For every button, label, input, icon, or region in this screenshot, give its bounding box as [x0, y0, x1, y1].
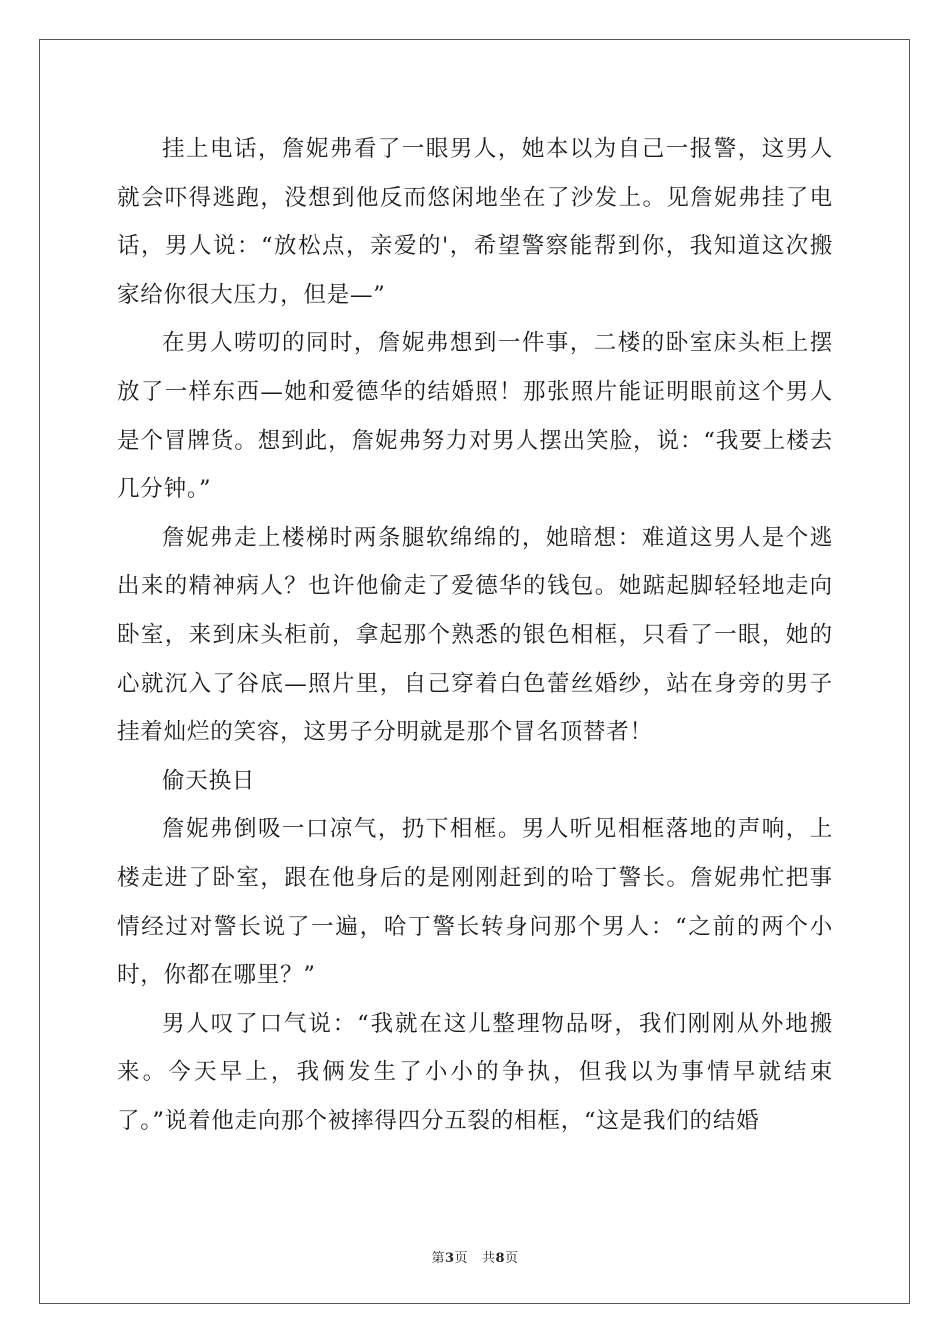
paragraph-1: 挂上电话，詹妮弗看了一眼男人，她本以为自己一报警，这男人就会吓得逃跑，没想到他反而悠闲地坐在了沙发上。见詹妮弗挂了电话，男人说：“放松点，亲爱的'，希望警察能帮到你，我知道这次搬家给你很大压力，但是—”	[117, 136, 833, 308]
total-suffix: 页	[505, 1251, 519, 1266]
total-page-number: 8	[495, 1251, 506, 1266]
total-prefix: 共	[481, 1251, 496, 1266]
paragraph-4: 詹妮弗倒吸一口凉气，扔下相框。男人听见相框落地的声响，上楼走进了卧室，跟在他身后的是刚刚赶到的哈丁警长。詹妮弗忙把事情经过对警长说了一遍，哈丁警长转身问那个男人：“之前的两个小时，你都在哪里？”	[117, 816, 833, 989]
paragraph-2: 在男人唠叨的同时，詹妮弗想到一件事，二楼的卧室床头柜上摆放了一样东西—她和爱德华的结婚照！那张照片能证明眼前这个男人是个冒牌货。想到此，詹妮弗努力对男人摆出笑脸，说：“我要上楼去几分钟。”	[117, 330, 833, 503]
section-heading: 偷天换日	[162, 767, 256, 794]
current-page-number: 3	[444, 1251, 455, 1266]
page-footer	[0, 1247, 950, 1266]
page-suffix: 页	[454, 1251, 469, 1266]
paragraph-5: 男人叹了口气说：“我就在这儿整理物品呀，我们刚刚从外地搬来。今天早上，我俩发生了小小的争执，但我以为事情早就结束了。”说着他走向那个被摔得四分五裂的相框，“这是我们的结婚	[117, 1010, 833, 1134]
page-prefix: 第	[431, 1251, 445, 1266]
paragraph-3: 詹妮弗走上楼梯时两条腿软绵绵的，她暗想：难道这男人是个逃出来的精神病人？也许他偷走了爱德华的钱包。她踮起脚轻轻地走向卧室，来到床头柜前，拿起那个熟悉的银色相框，只看了一眼，她的心就沉入了谷底—照片里，自己穿着白色蕾丝婚纱，站在身旁的男子挂着灿烂的笑容，这男子分明就是那个冒名顶替者！	[117, 524, 833, 746]
document-body	[117, 125, 833, 1145]
